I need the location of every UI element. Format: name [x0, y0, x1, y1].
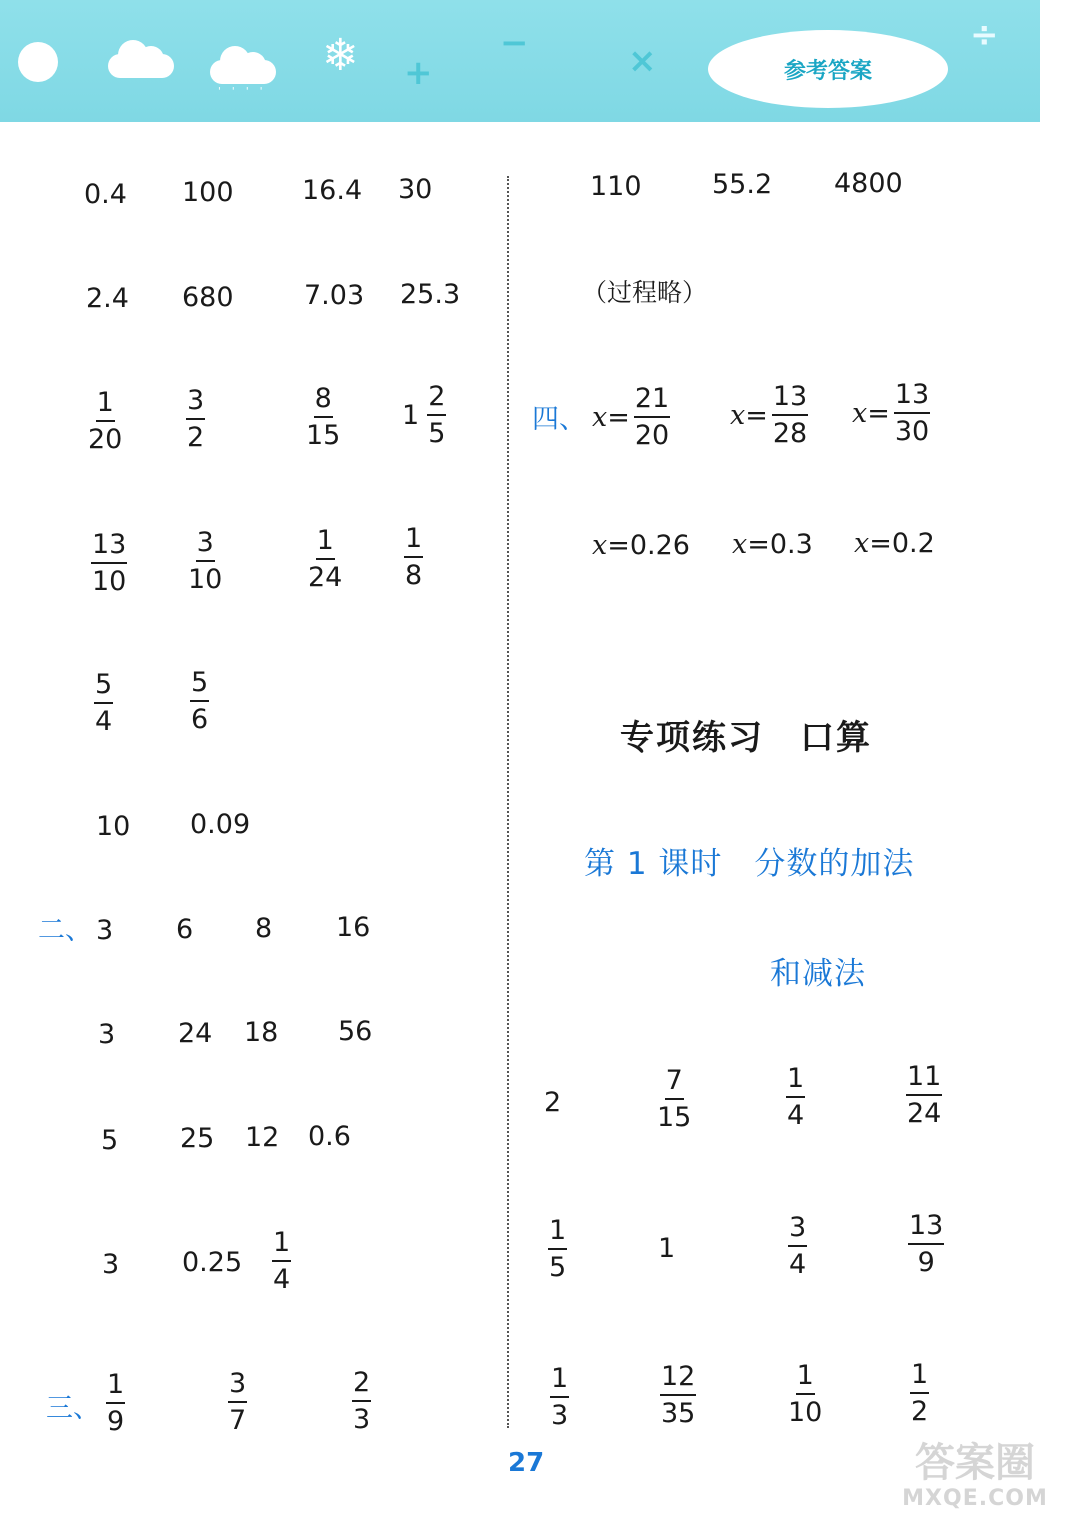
fraction-answer: $\frac{1}{4}$ — [273, 1227, 291, 1295]
answer: 55.2 — [712, 169, 773, 200]
equation-answer: x = 0.3 — [732, 529, 813, 560]
answer: 8 — [255, 913, 273, 944]
answer: 100 — [182, 177, 234, 208]
answer-key-badge: 参考答案 — [708, 30, 948, 108]
watermark-logo: 答案圈 MXQE.COM — [902, 1440, 1048, 1511]
fraction-answer: $\frac{1}{8}$ — [405, 523, 423, 591]
equation-answer: x = 0.2 — [854, 528, 935, 559]
rain-cloud-icon: ' ' ' ' — [210, 44, 276, 84]
fraction-answer: $\frac{3}{4}$ — [789, 1212, 807, 1280]
answer: 10 — [96, 811, 131, 842]
fraction-answer: $\frac{1}{2}$ — [911, 1359, 929, 1427]
answer: 3 — [102, 1249, 120, 1280]
answer: 0.09 — [190, 809, 251, 840]
fraction-answer: $\frac{5}{6}$ — [191, 667, 209, 735]
header-banner — [0, 0, 1040, 122]
fraction-answer: $\frac{5}{4}$ — [95, 669, 113, 737]
equation-answer: x = $\frac{13}{28}$ — [730, 381, 808, 449]
fraction-answer: $\frac{3}{7}$ — [229, 1368, 247, 1436]
fraction-answer: $\frac{8}{15}$ — [306, 383, 341, 451]
answer: 7.03 — [304, 280, 365, 311]
fraction-answer: $\frac{13}{9}$ — [909, 1210, 944, 1278]
fraction-answer: $\frac{1}{9}$ — [107, 1369, 125, 1437]
times-icon: × — [628, 41, 657, 81]
answer: 3 — [98, 1019, 116, 1050]
fraction-answer: $\frac{1}{3}$ — [551, 1363, 569, 1431]
fraction-answer: $\frac{3}{10}$ — [188, 527, 223, 595]
divide-icon: ÷ — [970, 15, 999, 55]
equation-answer: x = 0.26 — [592, 530, 690, 561]
answer: 680 — [182, 282, 234, 313]
fraction-answer: $\frac{1}{24}$ — [308, 525, 343, 593]
answer: 2 — [544, 1087, 562, 1118]
answer: 0.6 — [308, 1121, 351, 1152]
answer: 6 — [176, 914, 194, 945]
answer: 1 — [658, 1233, 676, 1264]
fraction-answer: $\frac{13}{10}$ — [92, 529, 127, 597]
equation-answer: x = $\frac{21}{20}$ — [592, 383, 670, 451]
answer: 2.4 — [86, 283, 129, 314]
answer: 110 — [590, 171, 642, 202]
answer: 30 — [398, 174, 433, 205]
answer: 5 — [101, 1125, 119, 1156]
minus-icon: − — [500, 23, 529, 63]
answer: 16.4 — [302, 175, 363, 206]
lesson-title: 第 1 课时 分数的加法 — [584, 846, 915, 882]
fraction-answer: $\frac{1}{10}$ — [788, 1360, 823, 1428]
fraction-answer: $\frac{7}{15}$ — [657, 1065, 692, 1133]
fraction-answer: $\frac{3}{2}$ — [187, 385, 205, 453]
answer: 18 — [244, 1017, 279, 1048]
column-divider — [507, 176, 509, 1428]
section-label-three: 三、 — [46, 1393, 100, 1424]
answer: 25 — [180, 1123, 215, 1154]
answer: 16 — [336, 912, 371, 943]
section-title: 专项练习 口算 — [620, 718, 872, 758]
fraction-answer: $\frac{11}{24}$ — [907, 1061, 942, 1129]
answer: 24 — [178, 1018, 213, 1049]
plus-icon: + — [404, 53, 433, 93]
section-label-two: 二、 — [38, 915, 92, 946]
equation-answer: x = $\frac{13}{30}$ — [852, 379, 930, 447]
section-label-four: 四、 — [532, 404, 586, 435]
cloud-icon — [108, 38, 174, 78]
answer: 25.3 — [400, 279, 461, 310]
fraction-answer: $\frac{1}{5}$ — [549, 1215, 567, 1283]
fraction-answer: $\frac{2}{3}$ — [353, 1367, 371, 1435]
answer: 12 — [245, 1122, 280, 1153]
mixed-number-answer: 1 $\frac{2}{5}$ — [402, 381, 446, 449]
answer: 3 — [96, 915, 114, 946]
fraction-answer: $\frac{1}{4}$ — [787, 1063, 805, 1131]
answer: 4800 — [834, 168, 903, 199]
process-omitted-note: （过程略） — [582, 278, 708, 307]
snowflake-icon: ❄ — [322, 30, 359, 81]
answer: 0.4 — [84, 179, 127, 210]
fraction-answer: $\frac{1}{20}$ — [88, 387, 123, 455]
fraction-answer: $\frac{12}{35}$ — [661, 1361, 696, 1429]
answer: 56 — [338, 1016, 373, 1047]
answer: 0.25 — [182, 1247, 243, 1278]
lesson-title-continued: 和减法 — [770, 956, 866, 992]
sun-icon — [18, 42, 58, 82]
page-number: 27 — [508, 1448, 545, 1478]
